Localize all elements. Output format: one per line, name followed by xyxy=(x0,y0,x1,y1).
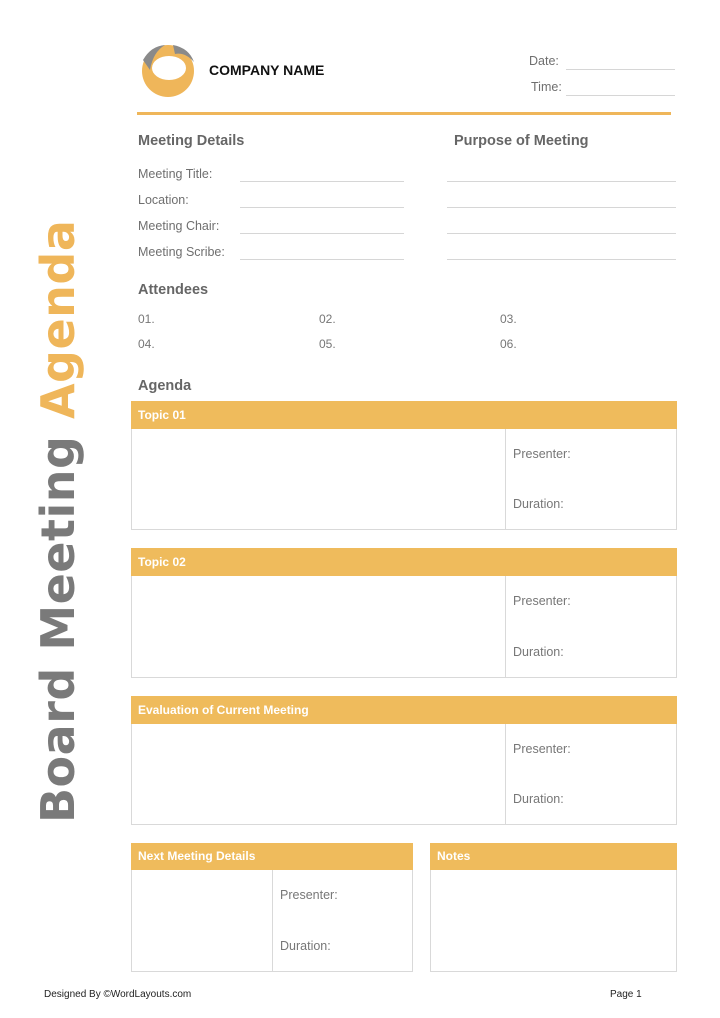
meeting-chair-label: Meeting Chair: xyxy=(138,219,220,233)
side-title-board-meeting: Board Meeting xyxy=(31,435,85,823)
attendee-03: 03. xyxy=(500,312,517,326)
date-field-line[interactable] xyxy=(566,69,675,70)
purpose-heading: Purpose of Meeting xyxy=(454,133,589,149)
purpose-line-2[interactable] xyxy=(447,207,676,208)
purpose-line-3[interactable] xyxy=(447,233,676,234)
meeting-details-heading: Meeting Details xyxy=(138,133,245,149)
next-meeting-duration-label: Duration: xyxy=(280,939,331,953)
meeting-scribe-label: Meeting Scribe: xyxy=(138,245,225,259)
location-field[interactable] xyxy=(240,207,404,208)
agenda-heading: Agenda xyxy=(138,378,192,394)
topic-01-presenter-label: Presenter: xyxy=(513,447,571,461)
side-title xyxy=(31,163,85,823)
evaluation-presenter-label: Presenter: xyxy=(513,742,571,756)
topic-02-duration-label: Duration: xyxy=(513,645,564,659)
meeting-scribe-field[interactable] xyxy=(240,259,404,260)
side-title-agenda: Agenda xyxy=(31,219,85,420)
footer-credit: Designed By ©WordLayouts.com xyxy=(44,989,192,1000)
topic-01-title: Topic 01 xyxy=(131,401,677,429)
evaluation-title: Evaluation of Current Meeting xyxy=(131,696,677,724)
header-divider xyxy=(137,112,671,115)
footer-page-number: Page 1 xyxy=(610,989,642,1000)
location-label: Location: xyxy=(138,193,189,207)
attendee-06: 06. xyxy=(500,337,517,351)
attendees-heading: Attendees xyxy=(138,282,209,298)
meeting-chair-field[interactable] xyxy=(240,233,404,234)
attendee-04: 04. xyxy=(138,337,155,351)
next-meeting-divider xyxy=(272,870,273,971)
topic-02-title: Topic 02 xyxy=(131,548,677,576)
date-label: Date: xyxy=(529,54,559,68)
company-logo-icon xyxy=(137,42,199,98)
topic-01-duration-label: Duration: xyxy=(513,497,564,511)
time-field-line[interactable] xyxy=(566,95,675,96)
evaluation-divider xyxy=(505,724,506,824)
attendee-02: 02. xyxy=(319,312,336,326)
company-name: COMPANY NAME xyxy=(209,62,325,78)
evaluation-duration-label: Duration: xyxy=(513,792,564,806)
next-meeting-title: Next Meeting Details xyxy=(131,843,413,870)
meeting-title-label: Meeting Title: xyxy=(138,167,213,181)
attendee-05: 05. xyxy=(319,337,336,351)
purpose-line-4[interactable] xyxy=(447,259,676,260)
topic-01-divider xyxy=(505,429,506,529)
notes-title: Notes xyxy=(430,843,677,870)
purpose-line-1[interactable] xyxy=(447,181,676,182)
topic-02-divider xyxy=(505,576,506,677)
time-label: Time: xyxy=(531,80,562,94)
attendee-01: 01. xyxy=(138,312,155,326)
topic-02-presenter-label: Presenter: xyxy=(513,594,571,608)
next-meeting-presenter-label: Presenter: xyxy=(280,888,338,902)
meeting-title-field[interactable] xyxy=(240,181,404,182)
